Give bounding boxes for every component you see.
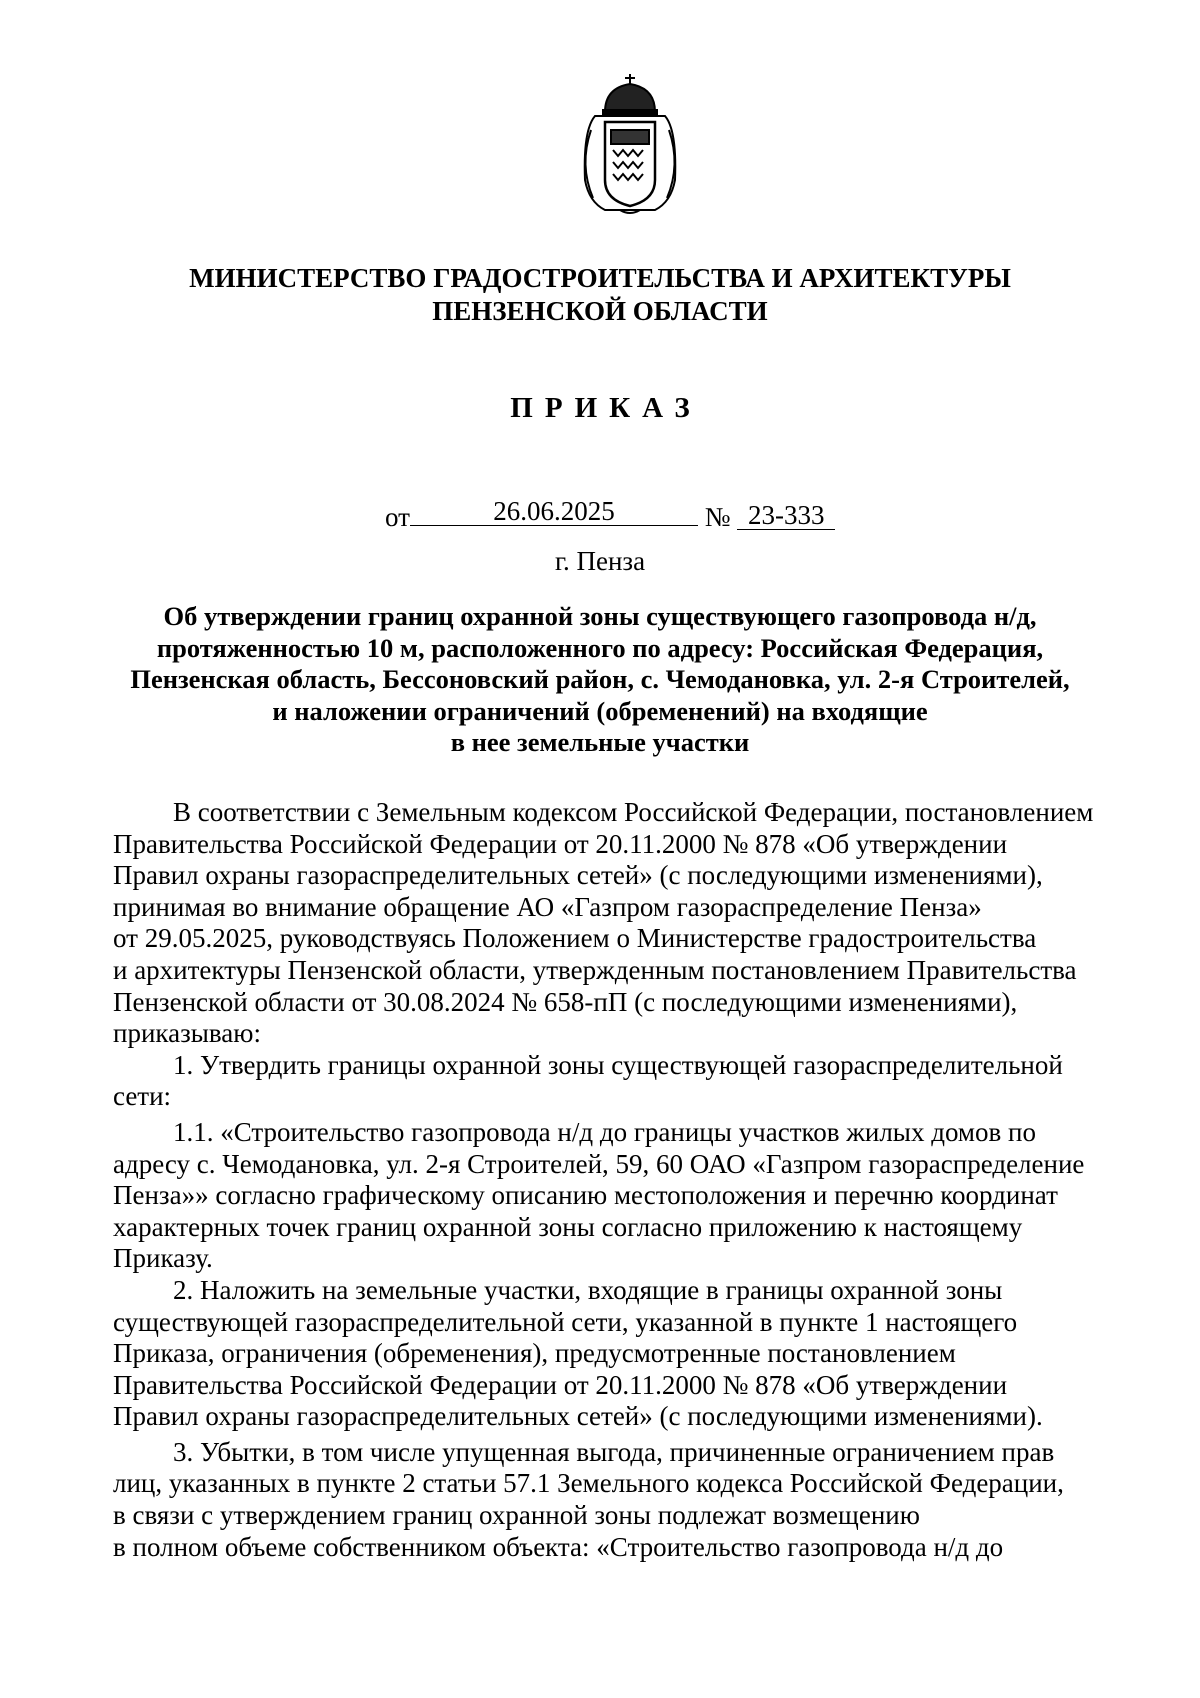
heading-line: Пензенская область, Бессоновский район, с. Чемодановка, ул. 2-я Строителей, [130,664,1070,694]
order-number: 23-333 [737,501,835,530]
ministry-name-line2: ПЕНЗЕНСКОЙ ОБЛАСТИ [432,296,768,326]
body-line: приказываю: [113,1018,261,1049]
body-line: Правительства Российской Федерации от 20.11.2000 № 878 «Об утверждении [113,828,1008,859]
body-line: от 29.05.2025, руководствуясь Положением о Министерстве градостроительства [113,923,1037,954]
order-heading [110,601,1090,759]
body-line: Приказа, ограничения (обременения), предусмотренные постановлением [113,1338,956,1369]
order-body [113,797,1148,1563]
heading-line: Об утверждении границ охранной зоны существующего газопровода н/д, [163,601,1037,631]
coat-of-arms-icon [575,70,685,220]
body-line: 1. Утвердить границы охранной зоны существующей газораспределительной [173,1049,1063,1080]
order-title: ПРИКАЗ [510,392,702,424]
heading-line: и наложении ограничений (обременений) на входящие [272,695,928,726]
body-line: 1.1. «Строительство газопровода н/д до границы участков жилых домов по [173,1116,1036,1147]
body-line: В соответствии с Земельным кодексом Российской Федерации, постановлением [173,797,1094,827]
body-line: существующей газораспределительной сети, указанной в пункте 1 настоящего [113,1306,1018,1337]
body-line: 3. Убытки, в том числе упущенная выгода, причиненные ограничением прав [173,1436,1055,1467]
body-line: Пенза»» согласно графическому описанию местоположения и перечню координат [113,1180,1058,1211]
city: г. Пенза [554,546,646,576]
order-date: 26.06.2025 [410,497,698,526]
body-line: Пензенской области от 30.08.2024 № 658-пП (с последующими изменениями), [113,986,1018,1017]
body-line: Правил охраны газораспределительных сетей» (с последующими изменениями), [113,860,1043,891]
number-label: № [704,502,731,532]
from-label: от [385,502,410,532]
order-date-number-line [385,496,835,532]
body-line: 2. Наложить на земельные участки, входящие в границы охранной зоны [173,1274,1003,1305]
body-line: лиц, указанных в пункте 2 статьи 57.1 Земельного кодекса Российской Федерации, [113,1468,1064,1499]
body-line: и архитектуры Пензенской области, утвержденным постановлением Правительства [113,954,1077,985]
body-line: в полном объеме собственником объекта: «Строительство газопровода н/д до [113,1531,1004,1562]
body-line: характерных точек границ охранной зоны согласно приложению к настоящему [113,1211,1023,1242]
body-line: Правил охраны газораспределительных сетей» (с последующими изменениями). [113,1401,1043,1432]
body-line: сети: [113,1081,172,1112]
body-line: Правительства Российской Федерации от 20.11.2000 № 878 «Об утверждении [113,1369,1008,1400]
body-line: адресу с. Чемодановка, ул. 2-я Строителей, 59, 60 ОАО «Газпром газораспределение [113,1148,1085,1179]
heading-line: протяженностью 10 м, расположенного по адресу: Российская Федерация, [156,632,1044,663]
body-line: Приказу. [113,1243,213,1274]
heading-line: в нее земельные участки [450,727,750,757]
body-line: принимая во внимание обращение АО «Газпром газораспределение Пенза» [113,891,982,922]
body-line: в связи с утверждением границ охранной зоны подлежат возмещению [113,1500,920,1531]
ministry-name-line1: МИНИСТЕРСТВО ГРАДОСТРОИТЕЛЬСТВА И АРХИТЕКТУРЫ [189,263,1011,293]
